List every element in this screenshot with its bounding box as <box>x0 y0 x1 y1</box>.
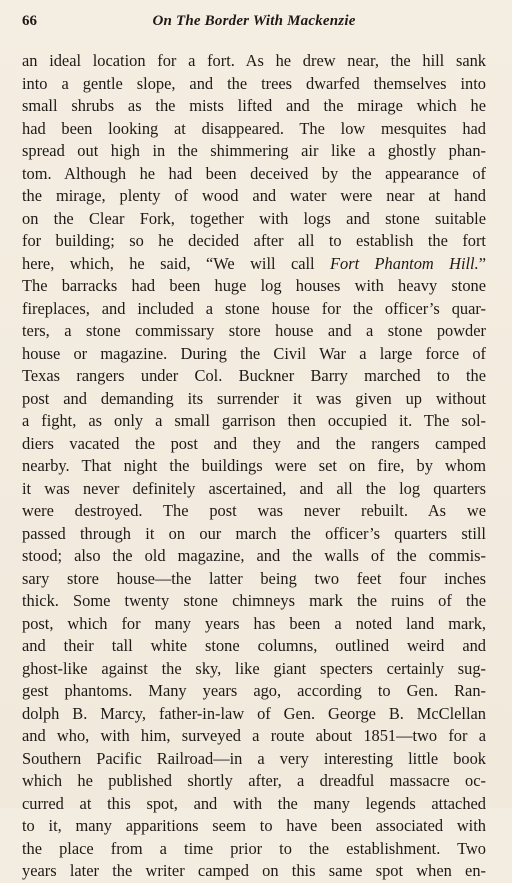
text-line: post and demanding its surrender it was given up without <box>22 388 486 408</box>
text-line: gest phantoms. Many years ago, according to Gen. Ran- <box>22 681 486 700</box>
text-line: spread out high in the shimmering air like a ghostly phan- <box>22 141 486 160</box>
text-line: ters, a stone commissary store house and a stone powder <box>22 321 486 340</box>
fort-name-italic: Fort Phantom Hill. <box>330 253 479 273</box>
text-line: it was never definitely ascertained, and all the log quarters <box>22 478 486 498</box>
text-line: years later the writer camped on this same spot when en- <box>22 861 486 880</box>
text-line: dolph B. Marcy, father-in-law of Gen. George B. McClellan <box>22 703 486 723</box>
text-line: passed through it on our march the officer’s quarters still <box>22 523 486 543</box>
text-line: and who, with him, surveyed a route about 1851—two for a <box>22 726 486 745</box>
text-line: which he published shortly after, a dreadful massacre oc- <box>22 771 486 790</box>
text-line: house or magazine. During the Civil War a large force of <box>22 343 486 363</box>
text-line: to it, many apparitions seem to have been associated with <box>22 816 486 835</box>
text-line: small shrubs as the mists lifted and the mirage which he <box>22 96 486 115</box>
text-line: stood; also the old magazine, and the walls of the commis- <box>22 546 486 565</box>
text-line: nearby. That night the buildings were set on fire, by whom <box>22 456 486 475</box>
text-line: for building; so he decided after all to establish the fort <box>22 231 486 250</box>
text-line: curred at this spot, and with the many legends attached <box>22 793 486 813</box>
text-line: into a gentle slope, and the trees dwarfed themselves into <box>22 73 486 93</box>
page-number: 66 <box>22 13 37 29</box>
page-header <box>22 13 486 35</box>
text-line <box>22 253 486 276</box>
text-line: the mirage, plenty of wood and water were near at hand <box>22 186 486 205</box>
text-line: ghost-like against the sky, like giant specters certainly sug- <box>22 658 486 678</box>
text-line: a fight, as only a small garrison then occupied it. The sol- <box>22 411 486 430</box>
text-line-start: here, which, he said, “We will call <box>22 253 331 273</box>
text-line: fireplaces, and included a stone house for the officer’s quar- <box>22 298 486 318</box>
text-line: thick. Some twenty stone chimneys mark the ruins of the <box>22 591 486 610</box>
body-text <box>22 50 486 883</box>
text-line: post, which for many years has been a noted land mark, <box>22 613 486 633</box>
text-line: an ideal location for a fort. As he drew near, the hill sank <box>22 51 486 70</box>
text-line: diers vacated the post and they and the rangers camped <box>22 433 486 453</box>
running-head: On The Border With Mackenzie <box>152 13 356 29</box>
text-line: the place from a time prior to the establishment. Two <box>22 838 486 858</box>
text-line: tom. Although he had been deceived by the appearance of <box>22 163 486 183</box>
text-line: Southern Pacific Railroad—in a very interesting little book <box>22 748 486 768</box>
text-line: and their tall white stone columns, outlined weird and <box>22 636 486 655</box>
text-line: The barracks had been huge log houses with heavy stone <box>22 276 486 295</box>
text-line: sary store house—the latter being two feet four inches <box>22 568 486 588</box>
closing-quote: ” <box>478 253 486 273</box>
text-line: on the Clear Fork, together with logs and stone suitable <box>22 208 486 228</box>
text-line: Texas rangers under Col. Buckner Barry marched to the <box>22 366 486 385</box>
text-line: had been looking at disappeared. The low mesquites had <box>22 118 486 138</box>
text-line: were destroyed. The post was never rebuilt. As we <box>22 501 486 520</box>
